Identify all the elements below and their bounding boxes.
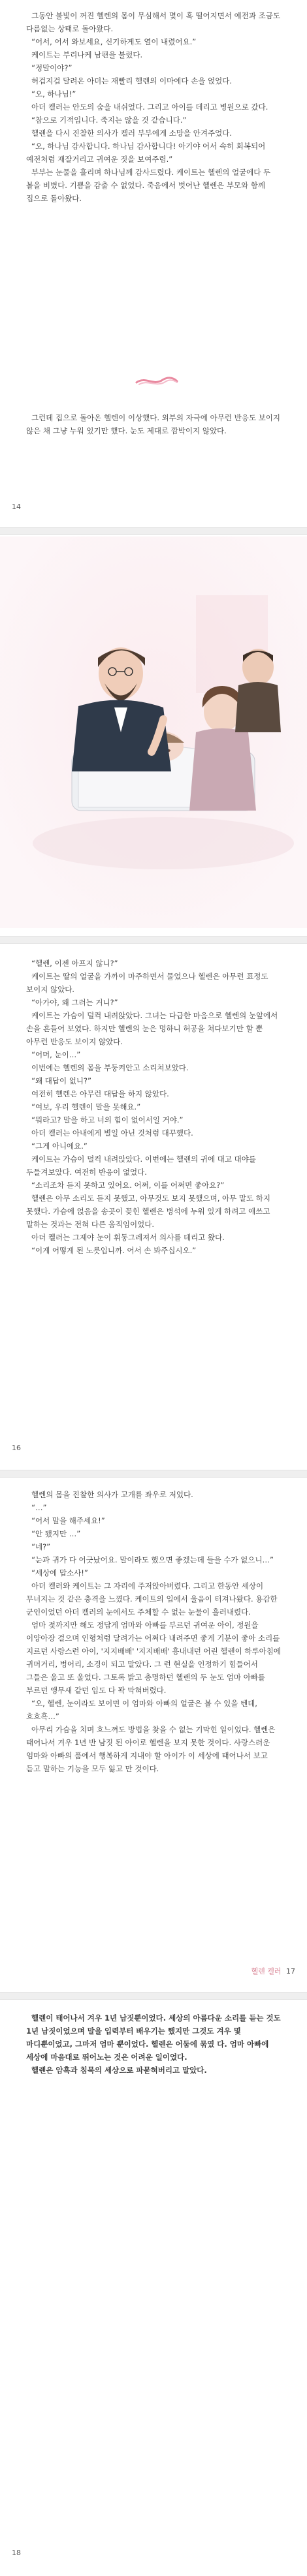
page-14-bottom — [0, 411, 307, 437]
paragraph: “이게 어떻게 된 노릇입니까. 어서 손 봐주십시오.” — [31, 1246, 197, 1255]
page-number: 16 — [12, 1444, 21, 1452]
paragraph: 부부는 눈물을 흘리며 하나님께 감사드렸다. 케이트는 헬렌의 얼굴에다 두 볼을 비볐다. 기쁨을 감출 수 없었다. 죽음에서 벗어난 헬렌은 부모와 함께 집으로 돌아왔다. — [26, 168, 271, 203]
paragraph: 헬렌은 아무 소리도 듣지 못했고, 아무것도 보지 못했으며, 아무 말도 하지 못했다. 가슴에 얹음을 송곳이 꽂힌 헬렌은 병석에 누워 있게 하려고 애쓰고 말하는 것과는 전혀 다른 움직임이었다. — [26, 1194, 271, 1229]
page-divider — [0, 1470, 307, 1478]
paragraph: 그런데 집으로 돌아온 헬렌이 이상했다. 외부의 자극에 아무런 반응도 보이지 않은 채 그냥 누워 있기만 했다. 눈도 제대로 깜박이지 않았다. — [26, 413, 280, 435]
paragraph: “소리조차 듣지 못하고 있어요. 어쩌, 이를 어쩌면 좋아요?” — [31, 1181, 225, 1190]
paragraph: 허겁지겁 달려온 아더는 재빨리 헬렌의 이마에다 손을 얹었다. — [31, 76, 232, 85]
paragraph: 여전히 헬렌은 아무런 대답을 하지 않았다. — [31, 1089, 169, 1098]
paragraph: “오, 하나님!” — [31, 89, 76, 99]
paragraph: 엄마 젖까지만 해도 정답게 엄마와 아빠를 부르던 귀여운 아이, 정원을 이양아장 걸으며 인형처럼 달려가는 어쩌다 내려주면 좋게 기분이 좋아 소리를 지르던 사랑스런 아이, '지지배배' '지지배배' 흥내내던 어린 헬렌이 하루아침에 귀머거리, 벙어리, 소경이 되고 말았다. 그 런 현실을 인정하기 힘들어서 그들은 울고 또 울었다. 그토록 밝고 총명하던 헬렌의 두 눈도 엄마 아빠를 부르던 앵무새 같던 입도 다 꽉 막혀버렸다. — [26, 1621, 281, 1695]
paragraph: 케이트는 부리나케 남편을 불렀다. — [31, 50, 143, 59]
paragraph: “세상에 맙소사!” — [31, 1568, 88, 1577]
paragraph: “정말이야?” — [31, 63, 73, 72]
doctor-examining-child-illustration — [0, 536, 307, 928]
paragraph: 케이트는 딸의 얼굴을 가까이 마주하면서 물었으나 헬렌은 아무런 표정도 보이지 않았다. — [26, 972, 268, 994]
running-head: 헬렌 켈러 — [251, 1967, 282, 1976]
paragraph: “참으로 기적입니다. 죽지는 않을 것 같습니다.” — [31, 116, 187, 125]
page-18 — [0, 2011, 307, 2077]
page-divider — [0, 527, 307, 535]
paragraph: 헬렌은 암흑과 침묵의 세상으로 파묻혀버리고 말았다. — [31, 2066, 207, 2075]
illustration-page — [0, 536, 307, 928]
paragraph: 케이트는 가슴이 덜컥 내려앉았다. 그녀는 다급한 마음으로 헬렌의 눈앞에서 손을 흔들어 보였다. 하지만 헬렌의 눈은 멍하니 허공을 쳐다보기만 할 뿐 아무런 반응도 보이지 않았다. — [26, 1011, 278, 1046]
paragraph: 헬렌의 몸을 진찰한 의사가 고개를 좌우로 저었다. — [31, 1490, 193, 1499]
paragraph: 그동안 불빛이 꺼진 헬렌의 몸이 무심해서 몇이 혹 떨어지면서 예전과 조금도 다름없는 상태로 돌아왔다. — [26, 11, 280, 33]
paragraph: 이번에는 헬렌의 몸을 부둥켜안고 소리쳐보았다. — [31, 1063, 189, 1072]
paragraph: 헬렌을 다시 진찰한 의사가 켈러 부부에게 소망을 안겨주었다. — [31, 129, 232, 138]
paragraph: 아더 켈러와 케이트는 그 자리에 주저앉아버렸다. 그리고 한동안 세상이 무너지는 것 같은 충격을 느꼈다. 케이트의 입에서 울음이 터져나왔다. 용감한 군인이었던 아더 켈러의 눈에서도 주체할 수 없는 눈물이 흘러내렸다. — [26, 1581, 278, 1617]
page-divider — [0, 1992, 307, 2000]
paragraph: “왜 대답이 없니?” — [31, 1076, 91, 1085]
page-16 — [0, 957, 307, 1257]
paragraph: “눈과 귀가 다 어긋났어요. 말이라도 했으면 좋겠는데 들을 수가 없으니…” — [31, 1555, 274, 1564]
paragraph: “오, 하나님 감사합니다. 하나님 감사합니다! 아기야 어서 속히 회복되어 예전처럼 재잘거리고 귀여운 짓을 보여주렴.” — [26, 142, 266, 164]
paragraph: “어서, 어서 와보세요, 신기하게도 열이 내렸어요.” — [31, 37, 197, 46]
paragraph: “안 됐지만 …” — [31, 1529, 81, 1538]
ribbon-ornament — [134, 373, 180, 388]
paragraph: “…” — [31, 1503, 47, 1512]
page-number: 18 — [12, 2549, 21, 2557]
paragraph: 아더 켈러는 아내에게 별일 아닌 것처럼 대꾸했다. — [31, 1128, 193, 1138]
paragraph: “뭐라고? 말을 하고 너의 힘이 없어서일 거야.” — [31, 1115, 184, 1125]
paragraph: 아무리 가슴을 치며 흐느껴도 방법을 찾을 수 없는 기막힌 일이었다. 헬렌은 태어나서 겨우 1년 반 남짓 된 아이로 헬렌을 보지 못한 것이다. 사랑스러운 엄마와 아빠의 품에서 행복하게 지내야 할 아이가 이 세상에 태어나서 보고 듣고 말하는 기능을 모두 잃고 만 것이다. — [26, 1725, 276, 1773]
paragraph: “아가야, 왜 그러는 거니?” — [31, 998, 118, 1007]
paragraph: “어서 말을 해주세요!” — [31, 1516, 105, 1525]
paragraph: “여보, 우리 헬렌이 말을 못해요.” — [31, 1102, 141, 1111]
page-17 — [0, 1488, 307, 1775]
paragraph: “오, 헬렌, 눈이라도 보이면 이 엄마와 아빠의 얼굴은 볼 수 있을 텐데, 흐흐흑…” — [26, 1699, 257, 1721]
paragraph: “어머, 눈이…” — [31, 1050, 81, 1059]
paragraph: 아더 켈러는 안도의 숨을 내쉬었다. 그리고 아이를 데리고 병원으로 갔다. — [31, 102, 268, 112]
paragraph: 헬렌이 태어나서 겨우 1년 남짓뿐이었다. 세상의 아름다운 소리를 듣는 것도 1년 남짓이었으며 말을 입력부터 배우기는 했지만 그것도 겨우 몇 마디뿐이었고, 그마저 엄마 뿐이었다. 헬렌은 어둠에 묶였 다. 엄마 아빠에 세상에 마음대로 뛰어노는 것은 어려운 일이었다. — [26, 2013, 281, 2062]
page-number: 14 — [12, 503, 21, 511]
page-number: 17 — [286, 1967, 295, 1976]
page-divider — [0, 936, 307, 944]
paragraph: 아더 켈러는 그제야 눈이 휘둥그레져서 의사를 데리고 왔다. — [31, 1233, 225, 1242]
running-footer — [251, 1966, 295, 1976]
paragraph: “그게 아니에요.” — [31, 1141, 88, 1151]
page-14 — [0, 9, 307, 205]
paragraph: “헬렌, 이젠 아프지 않니?” — [31, 959, 118, 968]
paragraph: 케이트는 가슴이 덜컥 내려앉았다. 이번에는 헬렌의 귀에 대고 대야를 두들겨보았다. 여전히 반응이 없었다. — [26, 1155, 256, 1177]
paragraph: “네?” — [31, 1542, 51, 1551]
